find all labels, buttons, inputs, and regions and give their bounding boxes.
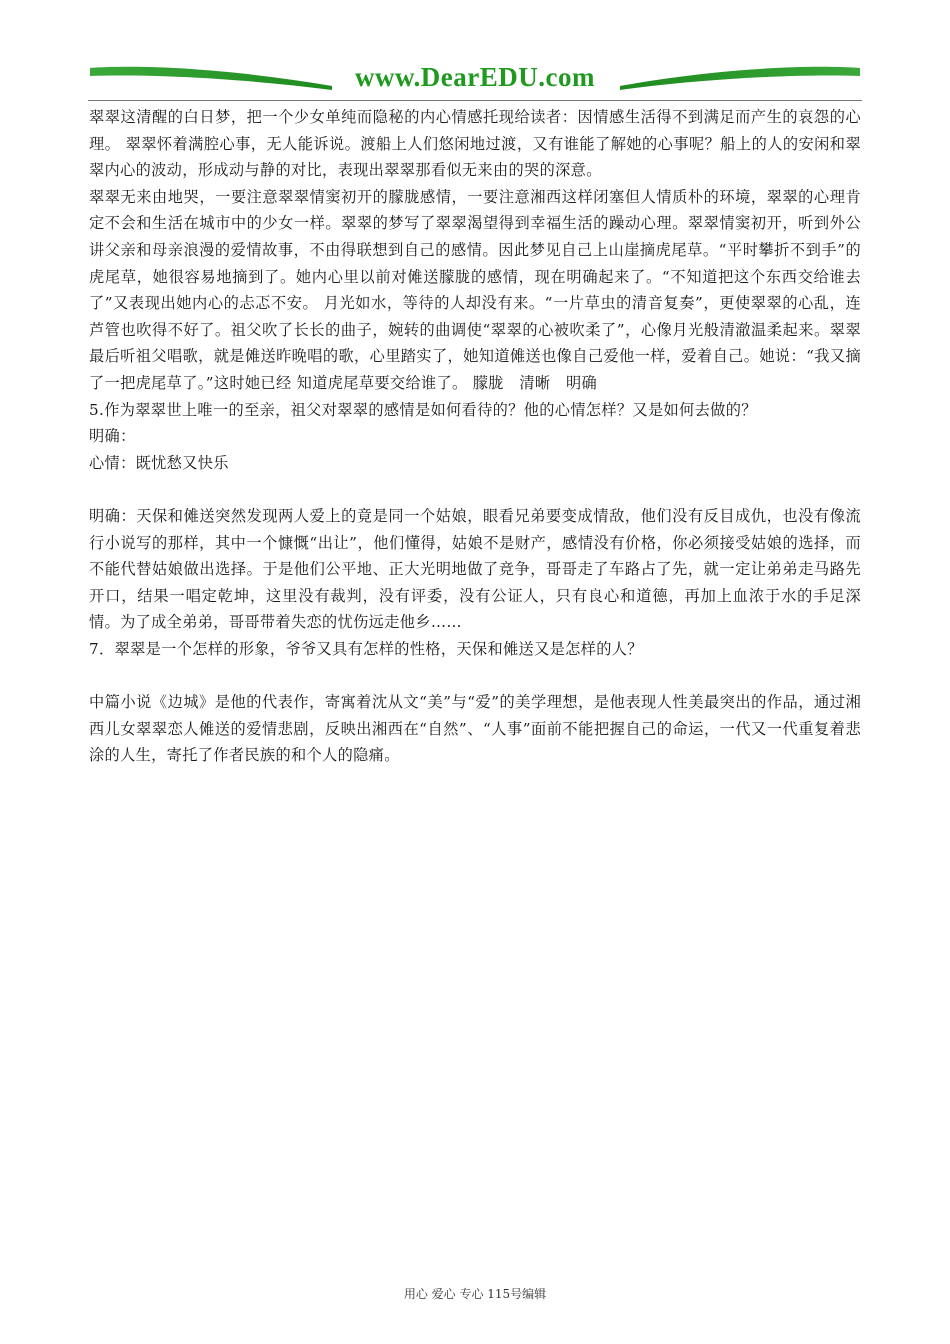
document-body [89, 104, 861, 769]
answer-line: 心情：既忧愁又快乐 [89, 453, 229, 472]
site-header [88, 56, 862, 100]
blank-line [89, 662, 861, 689]
answer-label: 明确： [89, 427, 136, 446]
paragraph: 明确：天保和傩送突然发现两人爱上的竟是同一个姑娘，眼看兄弟要变成情敌，他们没有反目成仇，也没有像流行小说写的那样，其中一个慷慨“出让”，他们懂得，姑娘不是财产，感情没有价格，你必须接受姑娘的选择，而不能代替姑娘做出选择。于是他们公平地、正大光明地做了竞争，哥哥走了车路占了先，就一定让弟弟走马路先开口，结果一唱定乾坤，这里没有裁判，没有评委，没有公证人，只有良心和道德，再加上血浓于水的手足深情。为了成全弟弟，哥哥带着失恋的忧伤远走他乡…… [89, 506, 861, 632]
blank-line [89, 476, 861, 503]
paragraph: 翠翠这清醒的白日梦，把一个少女单纯而隐秘的内心情感托现给读者：因情感生活得不到满足而产生的哀怨的心理。 翠翠怀着满腔心事，无人能诉说。渡船上人们悠闲地过渡，又有谁能了解她的心事呢？船上的人的安闲和翠翠内心的波动，形成动与静的对比，表现出翠翠那看似无来由的哭的深意。 [89, 108, 861, 180]
question: 5.作为翠翠世上唯一的至亲，祖父对翠翠的感情是如何看待的？他的心情怎样？又是如何去做的？ [89, 400, 757, 419]
site-logo: www.DearEDU.com [355, 62, 595, 92]
page-footer: 用心 爱心 专心 115号编辑 [403, 1287, 547, 1301]
header-divider [88, 100, 862, 101]
paragraph: 翠翠无来由地哭，一要注意翠翠情窦初开的朦胧感情，一要注意湘西这样闭塞但人情质朴的环境，翠翠的心理肯定不会和生活在城市中的少女一样。翠翠的梦写了翠翠渴望得到幸福生活的躁动心理。翠翠情窦初开，听到外公讲父亲和母亲浪漫的爱情故事，不由得联想到自己的感情。因此梦见自己上山崖摘虎尾草。“平时攀折不到手”的虎尾草，她很容易地摘到了。她内心里以前对傩送朦胧的感情，现在明确起来了。“不知道把这个东西交给谁去了”又表现出她内心的忐忑不安。 月光如水，等待的人却没有来。“一片草虫的清音复奏”，更使翠翠的心乱，连芦管也吹得不好了。祖父吹了长长的曲子，婉转的曲调使“翠翠的心被吹柔了”，心像月光般清澈温柔起来。翠翠最后听祖父唱歌，就是傩送昨晚唱的歌，心里踏实了，她知道傩送也像自己爱他一样，爱着自己。她说：“我又摘了一把虎尾草了。”这时她已经 知道虎尾草要交给谁了。 朦胧 清晰 明确 [89, 187, 861, 392]
question: 7．翠翠是一个怎样的形象，爷爷又具有怎样的性格，天保和傩送又是怎样的人？ [89, 639, 643, 658]
paragraph: 中篇小说《边城》是他的代表作，寄寓着沈从文“美”与“爱”的美学理想，是他表现人性美最突出的作品，通过湘西儿女翠翠恋人傩送的爱情悲剧，反映出湘西在“自然”、“人事”面前不能把握自己的命运，一代又一代重复着悲涂的人生，寄托了作者民族的和个人的隐痛。 [89, 693, 861, 765]
